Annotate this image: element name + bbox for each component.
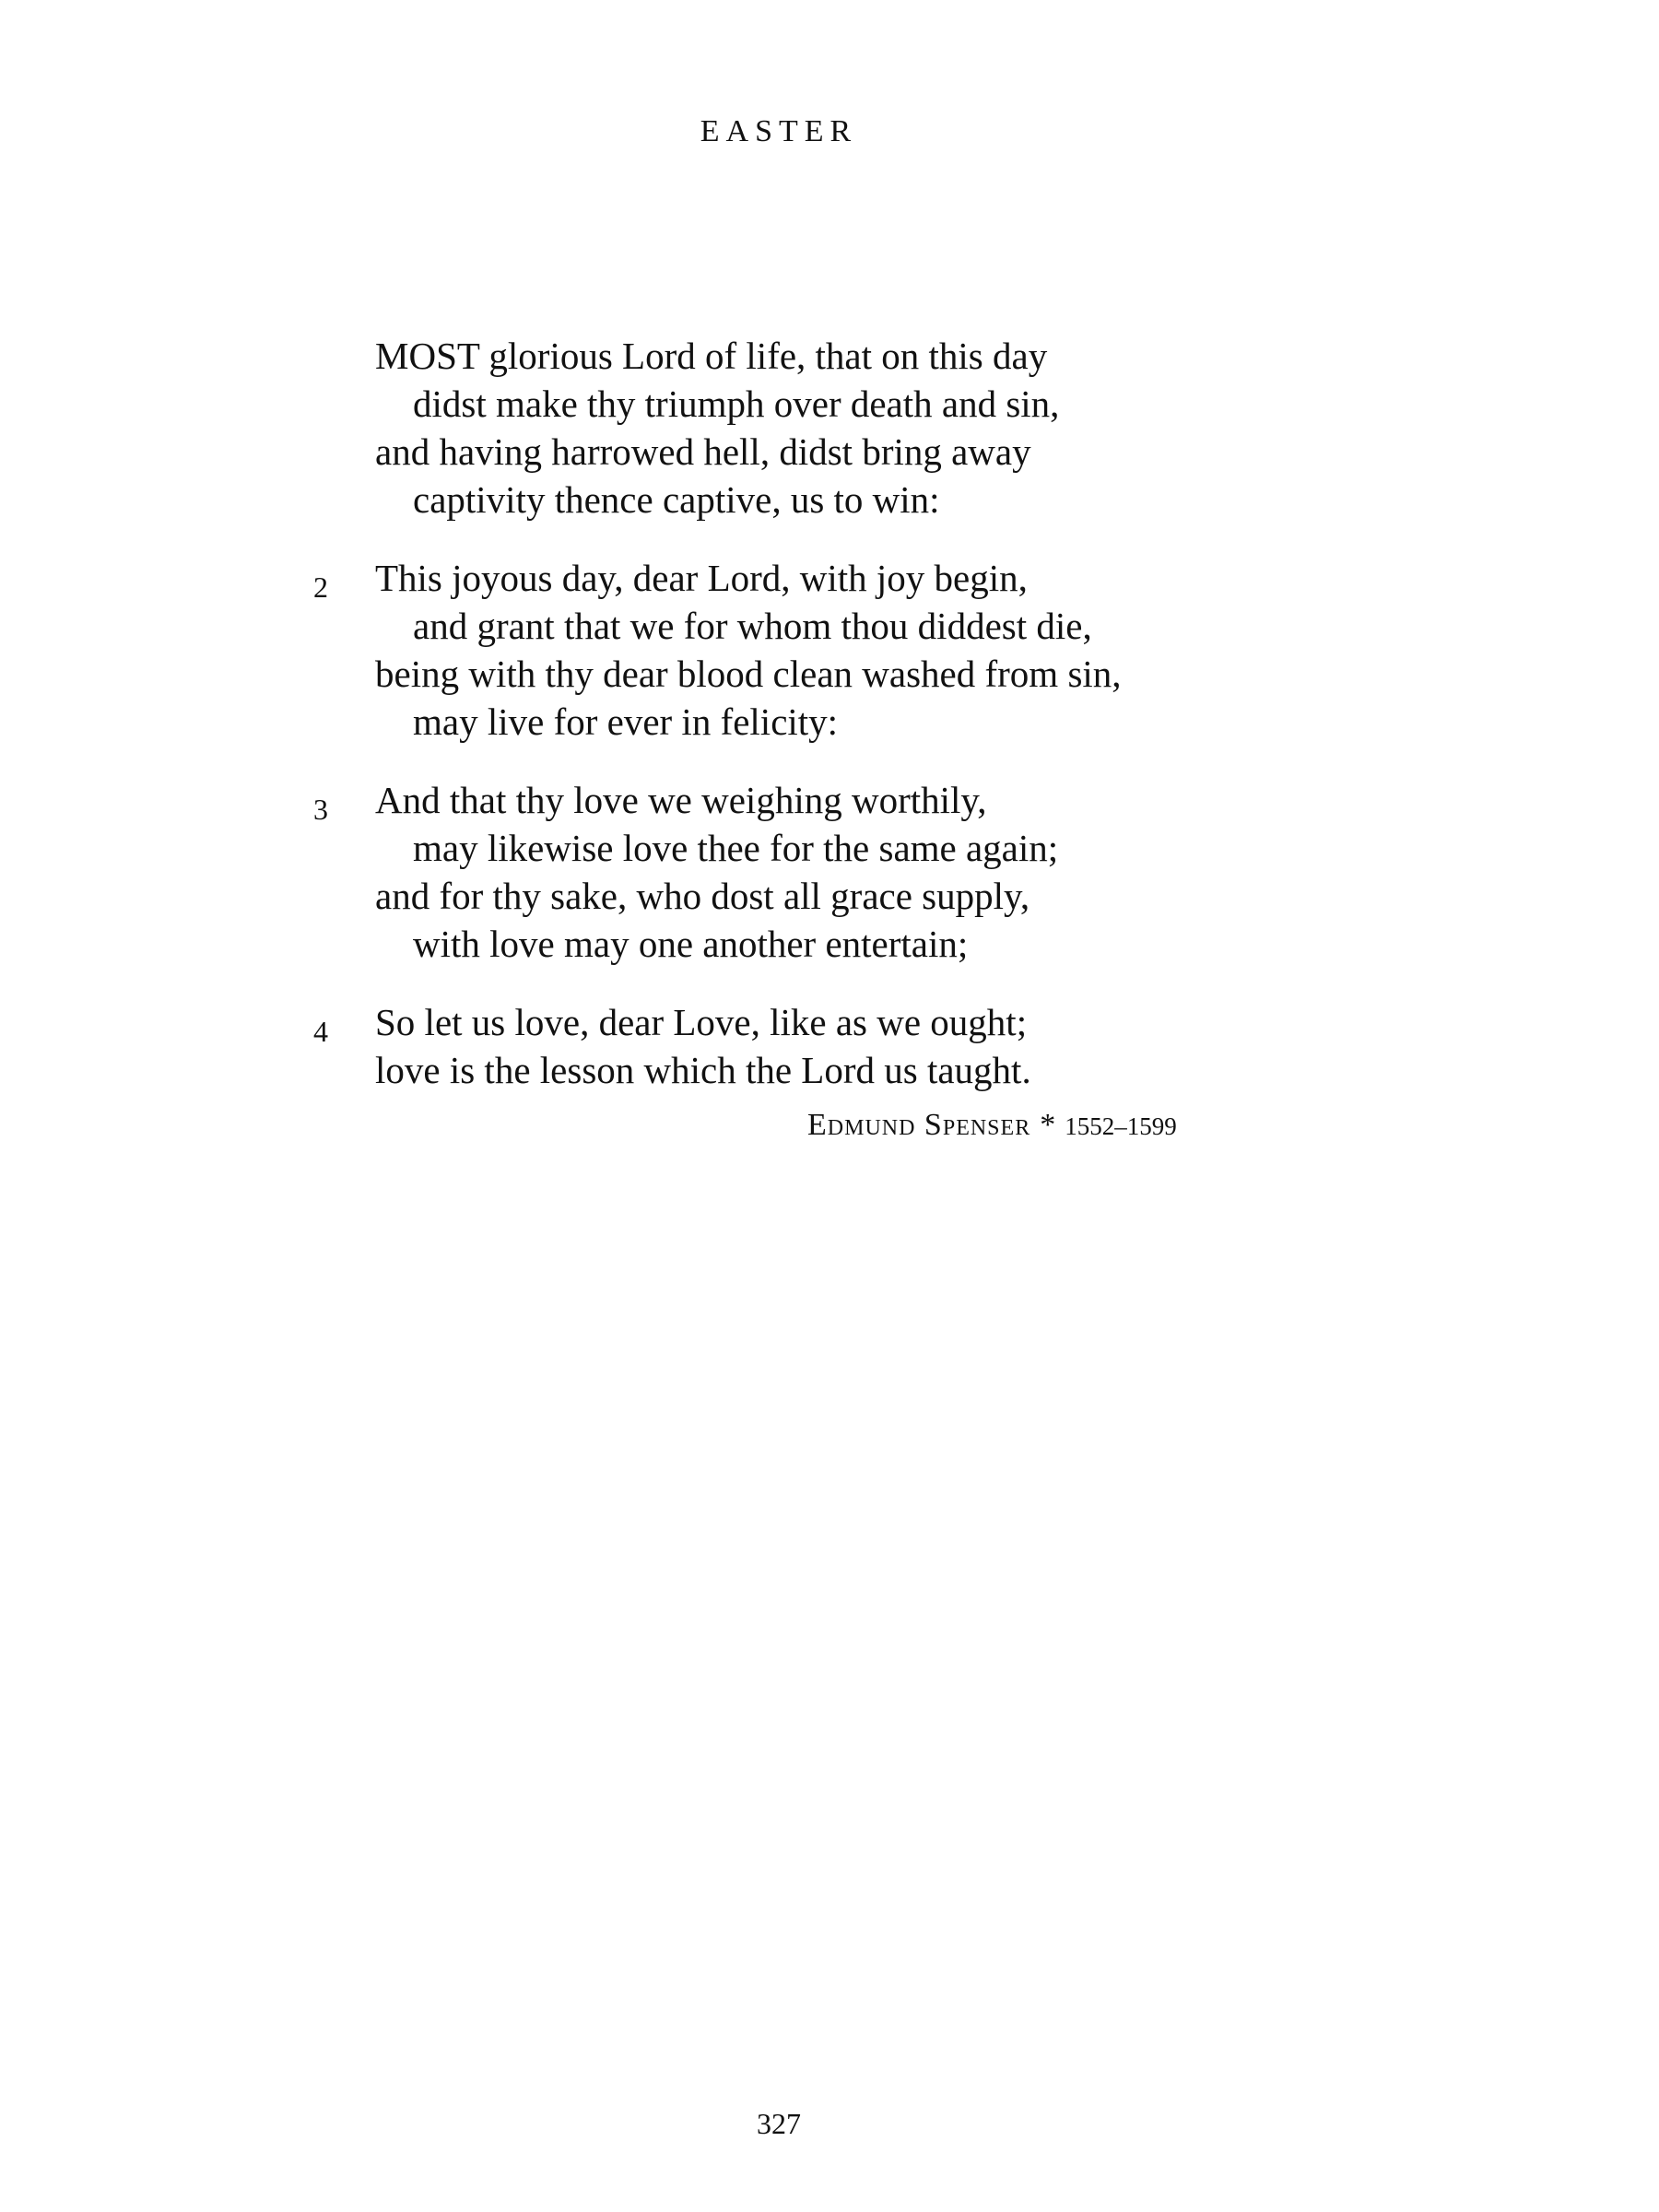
- verse-line: and having harrowed hell, didst bring away: [375, 430, 1031, 473]
- verse-line: This joyous day, dear Lord, with joy begin,: [375, 557, 1028, 599]
- verse-line: may likewise love thee for the same again;: [413, 827, 1059, 869]
- asterisk-separator: *: [1040, 1108, 1056, 1142]
- verse-line: and for thy sake, who dost all grace supply,: [375, 875, 1030, 917]
- author-dates: 1552–1599: [1065, 1112, 1177, 1140]
- verse-1: [0, 332, 1659, 524]
- verse-3: [0, 776, 1659, 968]
- verse-number: 3: [313, 793, 328, 826]
- verse-line: didst make thy triumph over death and sin,: [413, 382, 1060, 425]
- verse-line: and grant that we for whom thou diddest die,: [413, 605, 1092, 647]
- hymn-text: [0, 332, 1659, 1124]
- verse-line: with love may one another entertain;: [413, 923, 969, 965]
- verse-number: 2: [313, 571, 328, 604]
- verse-line: And that thy love we weighing worthily,: [375, 779, 987, 821]
- verse-line: So let us love, dear Love, like as we ought;: [375, 1001, 1028, 1043]
- verse-line: MOST glorious Lord of life, that on this day: [375, 335, 1048, 377]
- author-name: Edmund Spenser: [807, 1108, 1031, 1142]
- attribution: [807, 1108, 1177, 1143]
- verse-4: [0, 998, 1659, 1094]
- verse-2: [0, 554, 1659, 746]
- verse-line: may live for ever in felicity:: [413, 700, 839, 743]
- verse-number: 4: [313, 1015, 328, 1048]
- verse-line: love is the lesson which the Lord us taught.: [375, 1049, 1031, 1091]
- verse-line: being with thy dear blood clean washed from sin,: [375, 653, 1122, 695]
- page-number: 327: [757, 2107, 801, 2140]
- running-head: EASTER: [700, 114, 858, 148]
- verse-line: captivity thence captive, us to win:: [413, 478, 940, 521]
